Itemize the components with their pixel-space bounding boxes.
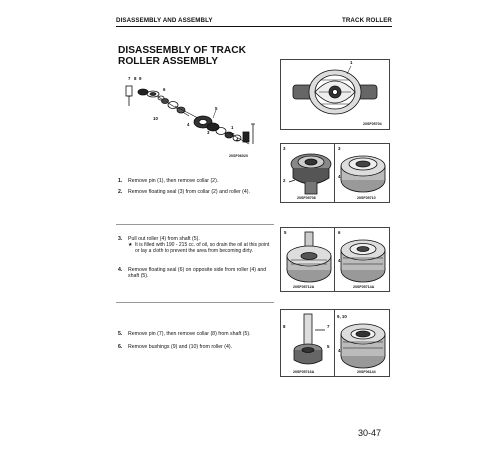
step-text: Remove floating seal (6) on opposite side from roller (4) and shaft (5). [128,267,267,280]
photo-code: 20SF05710 [357,196,376,200]
exploded-callout: 2 [232,132,235,137]
exploded-callout: 4 [187,122,190,127]
exploded-callout: 4 [236,137,239,142]
page-title-line-2: ROLLER ASSEMBLY [118,56,218,67]
note-text: It is filled with 190 - 215 cc. of oil, so drain the oil at this point or lay a cloth to prevent the area from becoming dirty. [135,242,270,255]
step-number: 1. [118,178,123,184]
photo-callout: 1 [350,60,353,65]
photo-callout: 9, 10 [337,314,347,319]
exploded-callout: 7 [128,76,131,81]
photo-callout: 5 [284,230,287,235]
photo-callout: 8 [283,324,286,329]
step-text: Remove floating seal (3) from collar (2) and roller (4). [128,189,250,195]
exploded-view-drawing [117,74,265,166]
photo-callout: 3 [338,146,341,151]
seal-illustration [335,228,389,291]
photo-code: 20SF06144 [357,370,376,374]
step-text: Remove bushings (9) and (10) from roller (4). [128,344,233,350]
photo-roller-seal [334,143,390,203]
photo-callout: 2 [283,178,286,183]
step-number: 4. [118,267,123,273]
photo-shaft-removal [280,227,336,292]
page-header [116,15,392,26]
shaft-collar-illustration [281,310,335,376]
collar-illustration [281,144,335,202]
exploded-view-figure [117,74,265,166]
header-section-label: DISASSEMBLY AND ASSEMBLY [116,17,213,24]
photo-opposite-seal [334,227,390,292]
photo-code: 20SF05712A [293,285,315,289]
step-text: Remove pin (7), then remove collar (8) from shaft (5). [128,331,251,337]
exploded-callout: 10 [153,116,158,121]
section-divider [116,302,274,303]
photo-callout: 3 [283,146,286,151]
step-number: 6. [118,344,123,350]
bushing-illustration [335,310,389,376]
step-number: 2. [118,189,123,195]
shaft-illustration [281,228,335,291]
photo-track-roller-assembly [280,59,390,130]
photo-callout: 6 [338,230,341,235]
page-title [118,45,258,67]
photo-code: 20SF05704 [363,122,382,126]
page-title-line-1: DISASSEMBLY OF TRACK [118,45,246,56]
exploded-callout: 5 [215,106,218,111]
photo-code: 20SF05714A [353,285,375,289]
track-roller-illustration [281,60,389,129]
step-text: Remove pin (1), then remove collar (2). [128,178,219,184]
photo-code: 20SF05716A [293,370,315,374]
exploded-callout: 8 [134,76,137,81]
star-icon: ★ [128,242,133,248]
page-number: 30-47 [358,428,382,438]
step-text: Pull out roller (4) from shaft (5). [128,236,200,242]
header-topic-label: TRACK ROLLER [341,17,392,24]
step-number: 5. [118,331,123,337]
photo-callout: 7 [327,324,330,329]
exploded-callout: 9 [139,76,142,81]
photo-callout: 4 [338,174,341,179]
photo-collar-pin-removal [280,309,336,377]
section-divider [116,224,274,225]
exploded-view-code: 20SF06020 [229,154,248,158]
exploded-callout: 1 [231,125,234,130]
photo-bushing-removal [334,309,390,377]
photo-callout: 5 [327,344,330,349]
photo-callout: 4 [338,348,341,353]
step-number: 3. [118,236,123,242]
exploded-callout: 6 [163,87,166,92]
photo-collar-removal [280,143,336,203]
photo-code: 20SF05708 [297,196,316,200]
header-rule [116,26,392,27]
roller-illustration [335,144,389,202]
photo-callout: 4 [338,258,341,263]
exploded-callout: 3 [207,130,210,135]
